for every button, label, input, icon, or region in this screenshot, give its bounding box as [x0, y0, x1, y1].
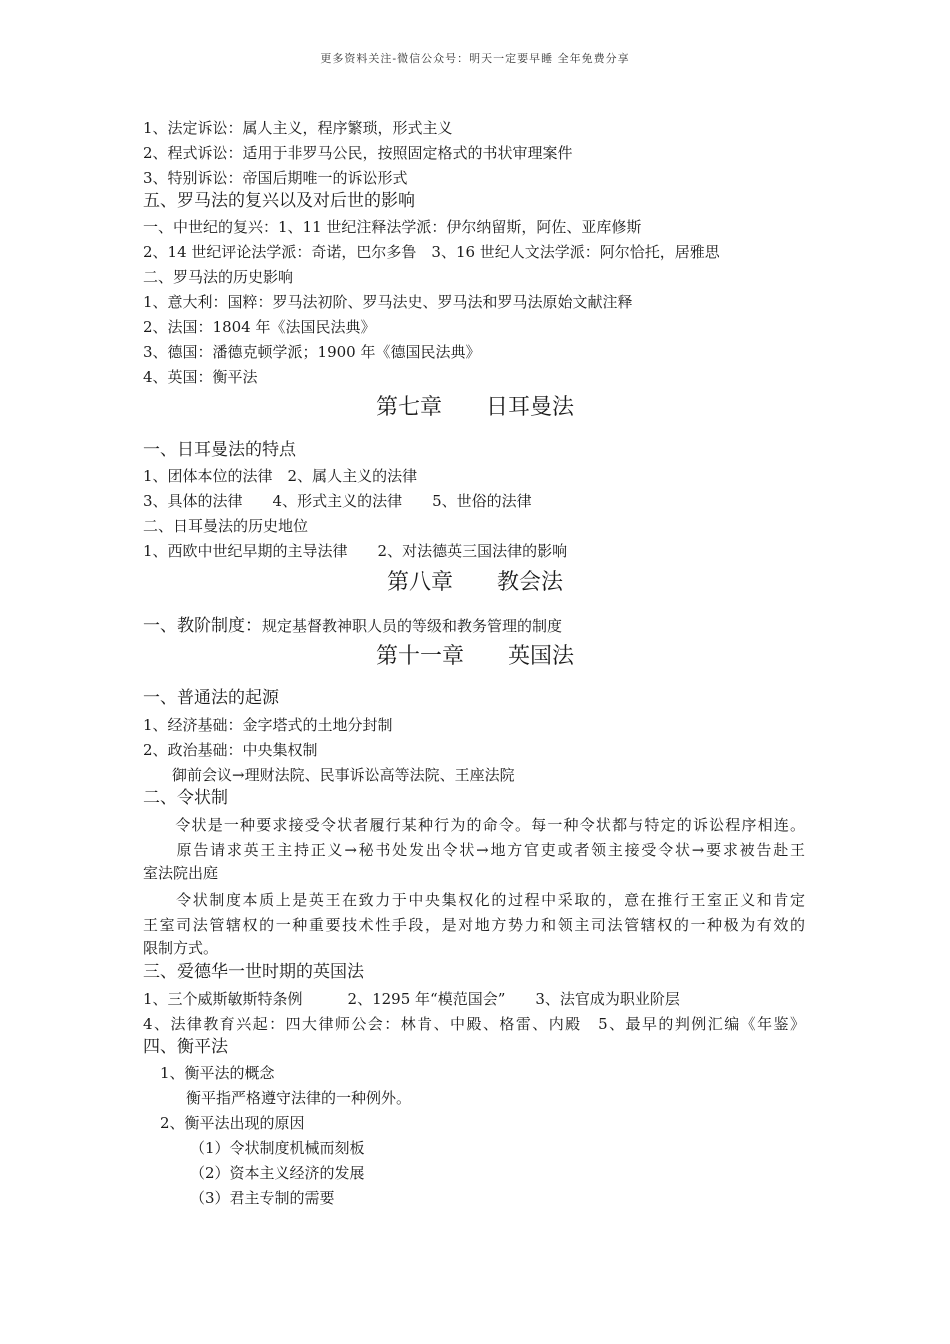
paragraph-line: 限制方式。: [143, 939, 219, 957]
text-line: 1、团体本位的法律 2、属人主义的法律: [143, 467, 418, 485]
chapter-title: 第七章 日耳曼法: [375, 395, 574, 420]
section-heading: 三、爱德华一世时期的英国法: [143, 962, 364, 982]
paragraph-line: 令状制度本质上是英王在致力于中央集权化的过程中采取的，意在推行王室正义和肯定: [143, 891, 805, 909]
text-line: 2、法国：1804 年《法国民法典》: [143, 318, 376, 336]
text-line: 1、法定诉讼：属人主义，程序繁琐，形式主义: [143, 119, 453, 137]
text-line: 1、衡平法的概念: [160, 1064, 275, 1082]
text-line: 2、14 世纪评论法学派：奇诺，巴尔多鲁 3、16 世纪人文法学派：阿尔恰托，居雅思: [143, 243, 720, 261]
text-line: 1、西欧中世纪早期的主导法律 2、对法德英三国法律的影响: [143, 542, 568, 560]
text-line: 1、经济基础：金字塔式的土地分封制: [143, 716, 393, 734]
text-line: 4、法律教育兴起：四大律师公会：林肯、中殿、格雷、内殿 5、最早的判例汇编《年鉴》: [143, 1015, 805, 1033]
paragraph-line: 王室司法管辖权的一种重要技术性手段，是对地方势力和领主司法管辖权的一种极为有效的: [143, 916, 805, 934]
text-line: 一、中世纪的复兴：1、11 世纪注释法学派：伊尔纳留斯，阿佐、亚库修斯: [143, 218, 642, 236]
text-line: 御前会议→理财法院、民事诉讼高等法院、王座法院: [172, 766, 515, 784]
text-line: 3、德国：潘德克顿学派；1900 年《德国民法典》: [143, 343, 481, 361]
text-line: 衡平指严格遵守法律的一种例外。: [186, 1089, 412, 1107]
text-line: 2、政治基础：中央集权制: [143, 741, 318, 759]
section-heading: 四、衡平法: [143, 1037, 228, 1057]
section-heading: 一、普通法的起源: [143, 688, 279, 708]
text-line: 2、程式诉讼：适用于非罗马公民，按照固定格式的书状审理案件: [143, 144, 573, 162]
text-line: [143, 616, 562, 636]
text-line: 1、三个威斯敏斯特条例 2、1295 年“模范国会” 3、法官成为职业阶层: [143, 990, 680, 1008]
text-line: （2）资本主义经济的发展: [190, 1164, 365, 1182]
page-header: 更多资料关注-微信公众号：明天一定要早睡 全年免费分享: [320, 52, 630, 65]
definition-text: 规定基督教神职人员的等级和教务管理的制度: [262, 617, 563, 635]
section-heading: 二、令状制: [143, 788, 228, 808]
section-heading: 五、罗马法的复兴以及对后世的影响: [143, 191, 415, 211]
paragraph-line: 令状是一种要求接受令状者履行某种行为的命令。每一种令状都与特定的诉讼程序相连。: [143, 816, 805, 834]
paragraph-line: 室法院出庭: [143, 864, 219, 882]
text-line: 二、日耳曼法的历史地位: [143, 517, 309, 535]
text-line: 3、特别诉讼：帝国后期唯一的诉讼形式: [143, 169, 408, 187]
section-heading: 一、教阶制度：: [143, 616, 262, 636]
paragraph-line: 原告请求英王主持正义→秘书处发出令状→地方官吏或者领主接受令状→要求被告赴王: [143, 841, 805, 859]
text-line: （3）君主专制的需要: [190, 1189, 335, 1207]
section-heading: 一、日耳曼法的特点: [143, 440, 296, 460]
chapter-title: 第十一章 英国法: [375, 644, 574, 669]
text-line: 4、英国：衡平法: [143, 368, 258, 386]
text-line: 二、罗马法的历史影响: [143, 268, 294, 286]
chapter-title: 第八章 教会法: [386, 570, 563, 595]
text-line: （1）令状制度机械而刻板: [190, 1139, 365, 1157]
text-line: 1、意大利：国粹：罗马法初阶、罗马法史、罗马法和罗马法原始文献注释: [143, 293, 633, 311]
text-line: 2、衡平法出现的原因: [160, 1114, 305, 1132]
text-line: 3、具体的法律 4、形式主义的法律 5、世俗的法律: [143, 492, 532, 510]
